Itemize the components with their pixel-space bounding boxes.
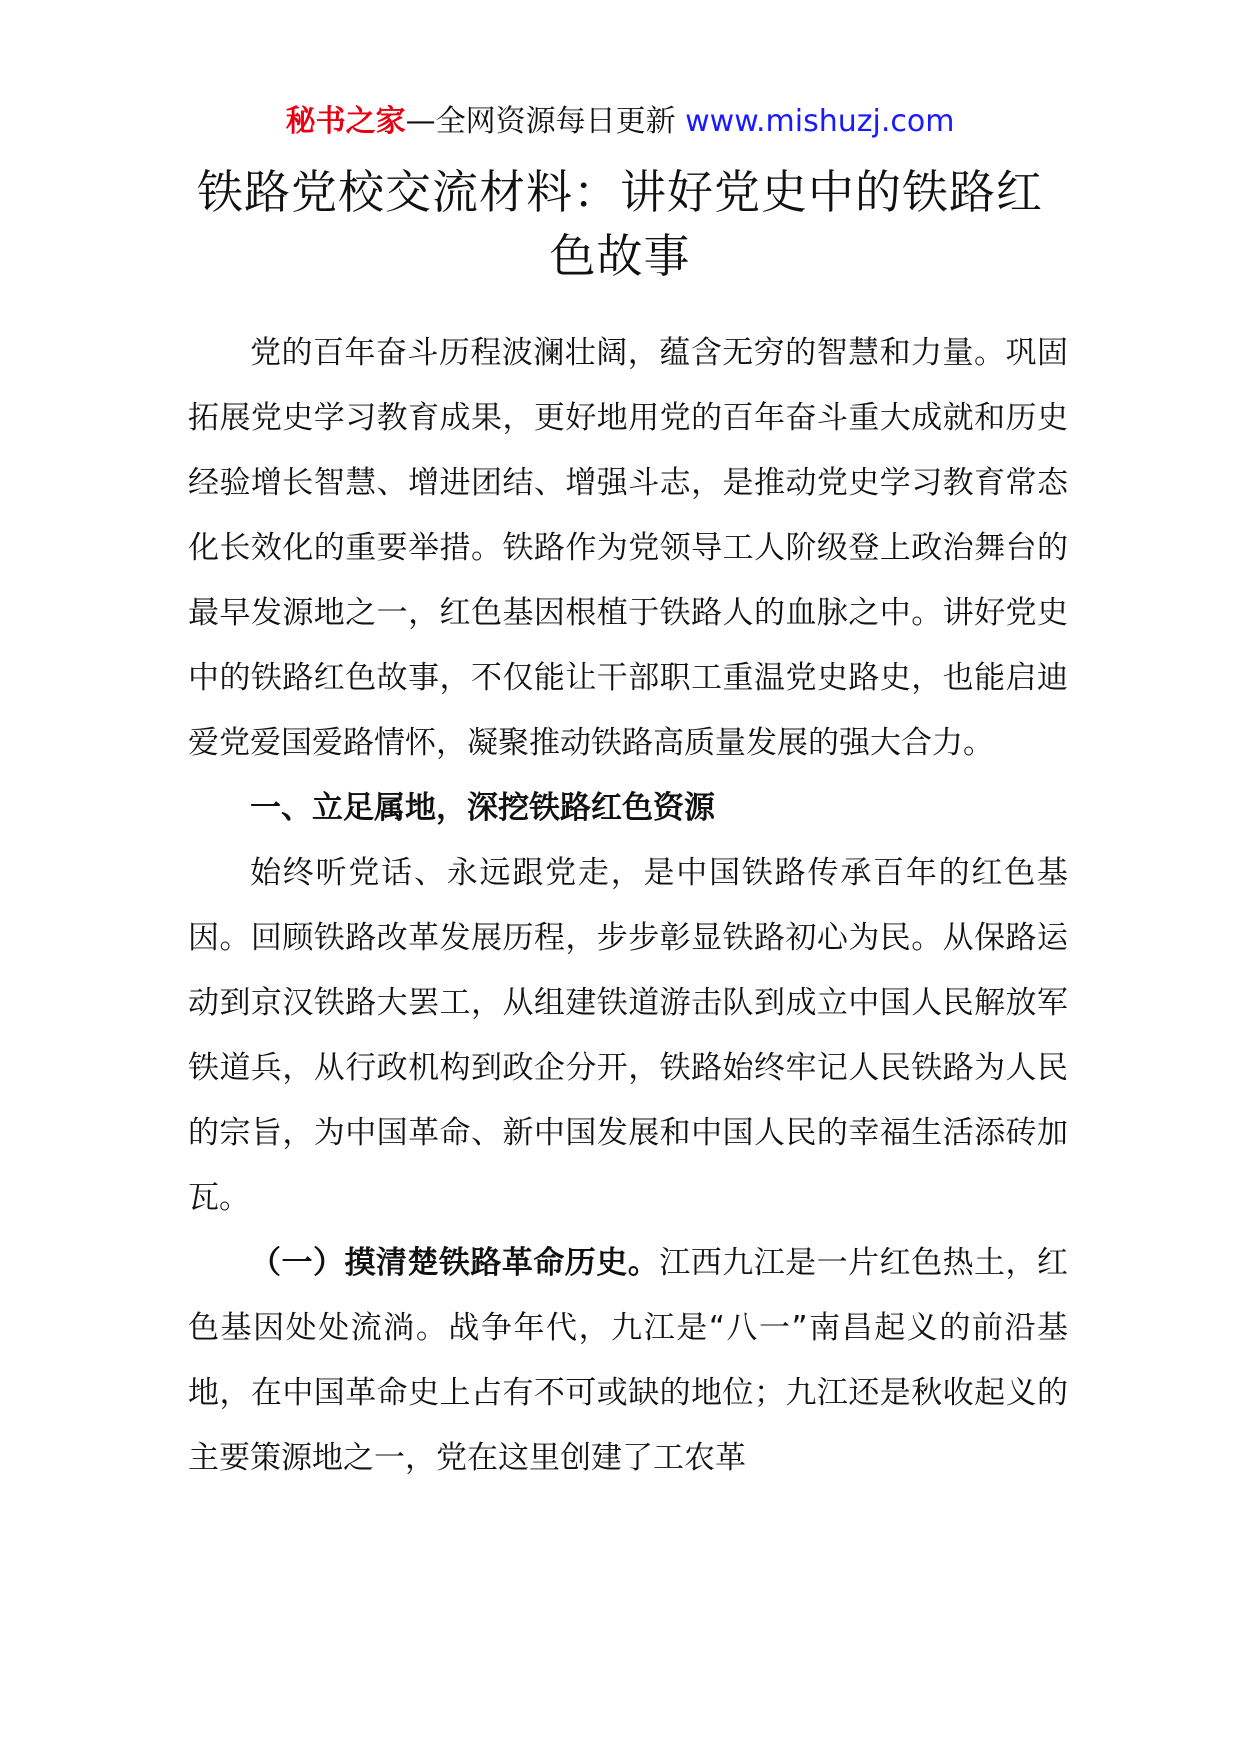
paragraph-intro: 党的百年奋斗历程波澜壮阔，蕴含无穷的智慧和力量。巩固拓展党史学习教育成果，更好地用党的百年奋斗重大成就和历史经验增长智慧、增进团结、增强斗志，是推动党史学习教育常态化长效化的重要举措。铁路作为党领导工人阶级登上政治舞台的最早发源地之一，红色基因根植于铁路人的血脉之中。讲好党史中的铁路红色故事，不仅能让干部职工重温党史路史，也能启迪爱党爱国爱路情怀，凝聚推动铁路高质量发展的强大合力。 — [188, 335, 1068, 761]
document-body — [188, 321, 1068, 1491]
subsection-text: 江西九江是一片红色热土，红色基因处处流淌。战争年代，九江是“八一”南昌起义的前沿基地，在中国革命史上占有不可或缺的地位；九江还是秋收起义的主要策源地之一，党在这里创建了工农革 — [188, 1245, 1069, 1476]
section-heading-1: 一、立足属地，深挖铁路红色资源 — [250, 790, 715, 826]
site-url-link[interactable]: www.mishuzj.com — [685, 104, 955, 139]
paragraph-subsection1 — [188, 1231, 1068, 1491]
document-title — [150, 160, 1090, 288]
paragraph-section1: 始终听党话、永远跟党走，是中国铁路传承百年的红色基因。回顾铁路改革发展历程，步步彰显铁路初心为民。从保路运动到京汉铁路大罢工，从组建铁道游击队到成立中国人民解放军铁道兵，从行政机构到政企分开，铁路始终牢记人民铁路为人民的宗旨，为中国革命、新中国发展和中国人民的幸福生活添砖加瓦。 — [188, 855, 1068, 1216]
brand-name: 秘书之家 — [285, 104, 406, 139]
subsection-lead: （一）摸清楚铁路革命历史。 — [250, 1245, 660, 1281]
header-slogan: —全网资源每日更新 — [405, 104, 676, 139]
title-line-2: 色故事 — [549, 229, 691, 283]
title-line-1: 铁路党校交流材料：讲好党史中的铁路红 — [197, 165, 1043, 219]
site-header — [0, 100, 1240, 144]
